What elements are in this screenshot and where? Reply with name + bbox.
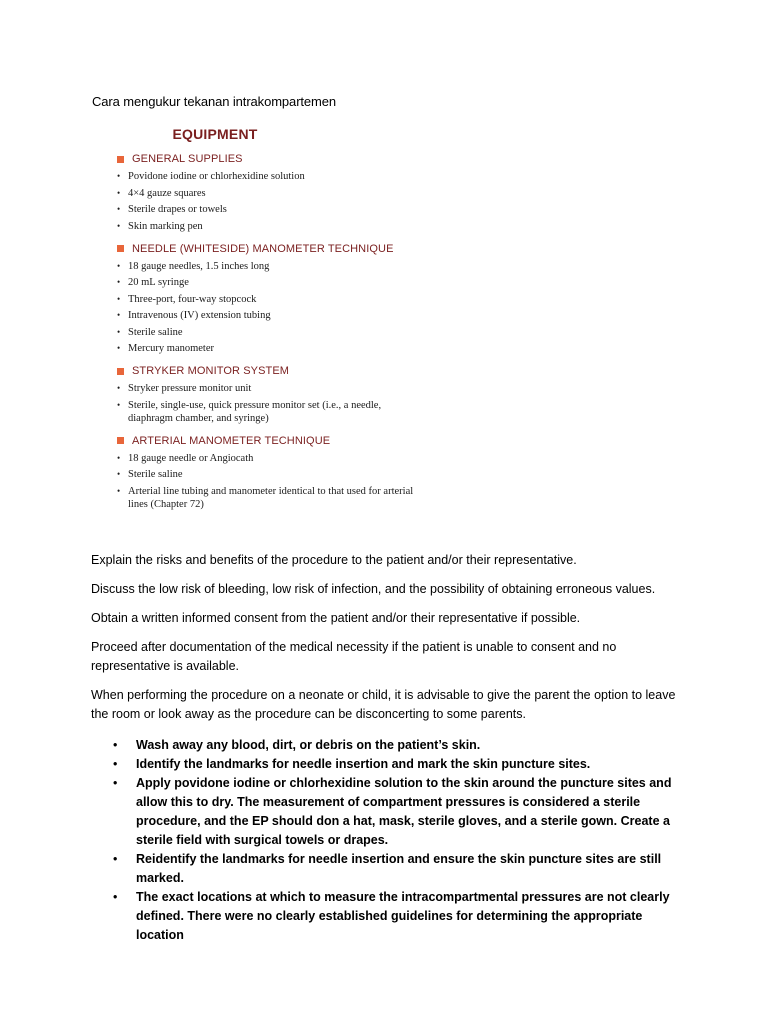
list-item: • Sterile, single-use, quick pressure monitor set (i.e., a needle, diaphragm chamber, and syringe) — [117, 399, 417, 425]
equipment-list — [117, 170, 417, 233]
list-item: • Wash away any blood, dirt, or debris on the patient’s skin. — [91, 736, 691, 755]
paragraph: Obtain a written informed consent from the patient and/or their representative if possible. — [91, 611, 581, 625]
list-item: • Identify the landmarks for needle insertion and mark the skin puncture sites. — [91, 755, 691, 774]
list-item: • Skin marking pen — [117, 220, 417, 233]
list-item: • 4×4 gauze squares — [117, 187, 417, 200]
paragraph: Explain the risks and benefits of the procedure to the patient and/or their representative. — [91, 553, 577, 567]
list-item: • Reidentify the landmarks for needle insertion and ensure the skin puncture sites are still marked. — [91, 850, 691, 888]
section-title: STRYKER MONITOR SYSTEM — [132, 365, 290, 377]
section-title: GENERAL SUPPLIES — [132, 153, 243, 165]
equipment-figure — [117, 126, 417, 514]
list-item: • 18 gauge needles, 1.5 inches long — [117, 260, 417, 273]
section-general-supplies — [117, 152, 417, 233]
list-item: • Sterile saline — [117, 326, 417, 339]
list-item: • Povidone iodine or chlorhexidine solution — [117, 170, 417, 183]
square-bullet-icon — [117, 368, 124, 375]
square-bullet-icon — [117, 245, 124, 252]
list-item: • Mercury manometer — [117, 342, 417, 355]
list-item: • Stryker pressure monitor unit — [117, 382, 417, 395]
equipment-list — [117, 452, 417, 511]
paragraph: Discuss the low risk of bleeding, low risk of infection, and the possibility of obtaining erroneous values. — [91, 582, 656, 596]
section-needle-manometer — [117, 242, 417, 356]
section-title: ARTERIAL MANOMETER TECHNIQUE — [132, 434, 331, 447]
paragraph: Proceed after documentation of the medical necessity if the patient is unable to consent and no representative is available. — [91, 640, 617, 673]
list-item: • Three-port, four-way stopcock — [117, 293, 417, 306]
paragraph: When performing the procedure on a neonate or child, it is advisable to give the parent the option to leave the room or look away as the procedure can be disconcerting to some parents. — [91, 688, 676, 721]
equipment-list — [117, 382, 417, 425]
equipment-list — [117, 260, 417, 356]
list-item: • Arterial line tubing and manometer identical to that used for arterial lines (Chapter 72) — [117, 485, 417, 511]
square-bullet-icon — [117, 437, 124, 444]
list-item: • 18 gauge needle or Angiocath — [117, 452, 417, 465]
section-title: NEEDLE (WHITESIDE) MANOMETER TECHNIQUE — [132, 242, 394, 255]
document-title: Cara mengukur tekanan intrakompartemen — [92, 94, 337, 109]
equipment-heading: EQUIPMENT — [172, 126, 258, 142]
list-item: • Apply povidone iodine or chlorhexidine solution to the skin around the puncture sites and allow this to dry. The measurement of compartment pressures is considered a sterile procedure, and the EP should don a hat, mask, sterile gloves, and a sterile gown. Create a sterile field with surgical towels or drapes. — [91, 774, 691, 850]
list-item: • 20 mL syringe — [117, 276, 417, 289]
list-item: • Sterile drapes or towels — [117, 203, 417, 216]
section-stryker-monitor — [117, 364, 417, 425]
square-bullet-icon — [117, 156, 124, 163]
list-item: • Intravenous (IV) extension tubing — [117, 309, 417, 322]
list-item: • Sterile saline — [117, 468, 417, 481]
section-arterial-manometer — [117, 434, 417, 511]
procedure-steps-list — [91, 736, 691, 945]
list-item: • The exact locations at which to measure the intracompartmental pressures are not clearly defined. There were no clearly established guidelines for determining the appropriate location — [91, 888, 691, 945]
